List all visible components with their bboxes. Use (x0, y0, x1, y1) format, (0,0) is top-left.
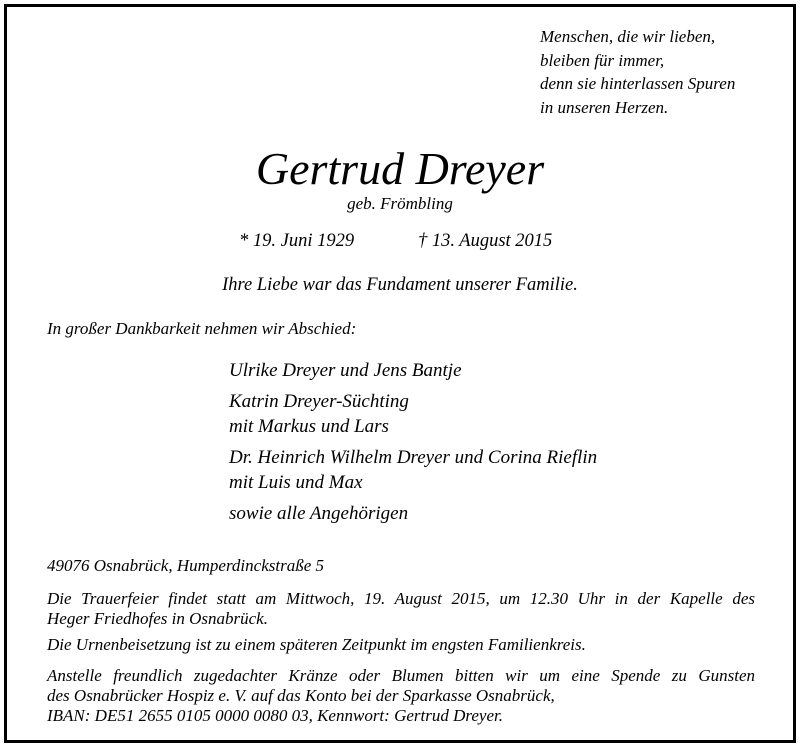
mourner-line: Katrin Dreyer-Süchting (229, 391, 409, 412)
funeral-info (47, 589, 755, 629)
poem-line: bleiben für immer, (540, 50, 665, 70)
funeral-info-line: Die Trauerfeier findet statt am Mittwoch, 19. August 2015, um 12.30 Uhr in der Kapelle des (47, 589, 755, 608)
donation-info (47, 666, 755, 726)
mourner-line: Dr. Heinrich Wilhelm Dreyer und Corina Rieflin (229, 447, 598, 468)
mourner-line: sowie alle Angehörigen (229, 503, 409, 524)
mourners-list (229, 358, 597, 532)
birth-date: * 19. Juni 1929 (239, 231, 355, 251)
donation-info-line: IBAN: DE51 2655 0105 0000 0080 03, Kennwort: Gertrud Dreyer. (47, 706, 503, 725)
funeral-info-line: Heger Friedhofes in Osnabrück. (47, 609, 268, 628)
mourner-group (229, 445, 597, 495)
donation-info-line: des Osnabrücker Hospiz e. V. auf das Konto bei der Sparkasse Osnabrück, (47, 686, 555, 705)
death-date: † 13. August 2015 (418, 231, 553, 251)
poem-line: denn sie hinterlassen Spuren (540, 74, 736, 93)
mourner-group (229, 501, 597, 526)
memorial-poem (540, 25, 735, 119)
mourner-group (229, 389, 597, 439)
obituary-notice (4, 4, 796, 743)
birth-name: geb. Frömbling (347, 194, 453, 213)
poem-line: Menschen, die wir lieben, (540, 27, 716, 46)
donation-info-line: Anstelle freundlich zugedachter Kränze oder Blumen bitten wir um eine Spende zu Gunsten (47, 666, 755, 685)
deceased-name: Gertrud Dreyer (255, 143, 545, 194)
poem-line: in unseren Herzen. (540, 97, 669, 117)
mourner-group (229, 358, 597, 383)
motto: Ihre Liebe war das Fundament unserer Familie. (222, 275, 578, 295)
mourner-address: 49076 Osnabrück, Humperdinckstraße 5 (47, 556, 324, 575)
mourner-line: mit Markus und Lars (229, 416, 389, 437)
mourner-line: mit Luis und Max (229, 472, 363, 493)
urn-burial-line: Die Urnenbeisetzung ist zu einem späteren Zeitpunkt im engsten Familienkreis. (47, 635, 586, 654)
urn-burial-info (47, 635, 755, 655)
mourner-line: Ulrike Dreyer und Jens Bantje (229, 360, 462, 381)
farewell-intro: In großer Dankbarkeit nehmen wir Abschied: (47, 319, 357, 338)
